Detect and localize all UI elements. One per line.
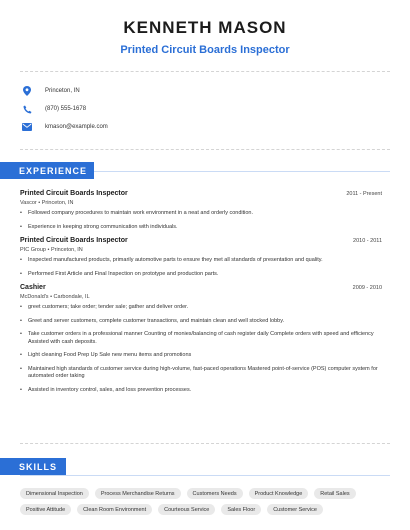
skill-chip: Sales Floor xyxy=(221,504,261,515)
contact-email[interactable] xyxy=(20,118,108,136)
job-bullet: • greet customers; take order; tender sale; gather and deliver order. xyxy=(20,304,382,312)
job-entry xyxy=(20,190,382,231)
job-bullet: • Light cleaning Food Prep Up Sale new menu items and promotions xyxy=(20,352,382,360)
candidate-title: Printed Circuit Boards Inspector xyxy=(120,44,290,56)
job-dates: 2011 - Present xyxy=(346,191,382,197)
divider xyxy=(20,443,390,444)
contact-phone xyxy=(20,100,108,118)
skill-chip: Retail Sales xyxy=(314,488,355,499)
job-dates: 2009 - 2010 xyxy=(352,285,382,291)
job-bullet: • Greet and server customers, complete customer transactions, and maintain clean and well stocked lobby. xyxy=(20,318,382,326)
skill-chip: Courteous Service xyxy=(158,504,215,515)
candidate-name: KENNETH MASON xyxy=(123,18,287,37)
skill-chip: Process Merchandise Returns xyxy=(95,488,181,499)
job-bullet: • Experience in keeping strong communication with individuals. xyxy=(20,224,382,232)
experience-list xyxy=(20,190,382,400)
contact-phone-text: (870) 555-1678 xyxy=(45,106,87,112)
skills-list xyxy=(20,488,390,515)
email-icon xyxy=(20,120,34,134)
skill-chip: Customer Service xyxy=(267,504,323,515)
location-icon xyxy=(20,84,34,98)
job-company: PIC Group • Princeton, IN xyxy=(20,247,83,253)
section-heading-skills: SKILLS xyxy=(0,458,66,475)
skill-chip: Product Knowledge xyxy=(249,488,309,499)
job-bullet: • Followed company procedures to maintain work environment in a neat and orderly condition. xyxy=(20,210,382,218)
contact-email-text[interactable]: kmason@example.com xyxy=(45,124,108,130)
job-entry xyxy=(20,237,382,278)
divider xyxy=(20,71,390,72)
job-bullet: • Take customer orders in a professional manner Counting of monies/balancing of cash register daily Complete orders with speed and efficiency Assisted with cash deposits. xyxy=(20,331,382,346)
contact-location-text: Princeton, IN xyxy=(45,88,80,94)
job-bullet: • Inspected manufactured products, primarily automotive parts to ensure they met all standards of presentation and quality. xyxy=(20,257,382,265)
job-bullet: • Maintained high standards of customer service during high-volume, fast-paced operations Mastered point-of-service (POS) computer system for automated order taking xyxy=(20,366,382,381)
skill-chip: Positive Attitude xyxy=(20,504,71,515)
skill-chip: Dimensional Inspection xyxy=(20,488,89,499)
job-bullet: • Assisted in inventory control, sales, and loss prevention processes. xyxy=(20,387,382,395)
job-dates: 2010 - 2011 xyxy=(353,238,382,244)
job-title: Printed Circuit Boards Inspector xyxy=(20,237,128,244)
job-company: McDonald's • Carbondale, IL xyxy=(20,294,90,300)
job-bullet: • Performed First Article and Final Inspection on prototype and production parts. xyxy=(20,271,382,279)
job-company: Vascor • Princeton, IN xyxy=(20,200,74,206)
job-title: Printed Circuit Boards Inspector xyxy=(20,190,128,197)
section-heading-experience: EXPERIENCE xyxy=(0,162,94,179)
section-rule xyxy=(20,475,390,476)
contact-list xyxy=(20,82,108,136)
skill-chip: Customers Needs xyxy=(187,488,243,499)
phone-icon xyxy=(20,102,34,116)
skill-chip: Clean Room Environment xyxy=(77,504,152,515)
contact-location xyxy=(20,82,108,100)
resume-header xyxy=(0,18,410,56)
divider xyxy=(20,149,390,150)
job-entry xyxy=(20,284,382,394)
job-title: Cashier xyxy=(20,284,46,291)
